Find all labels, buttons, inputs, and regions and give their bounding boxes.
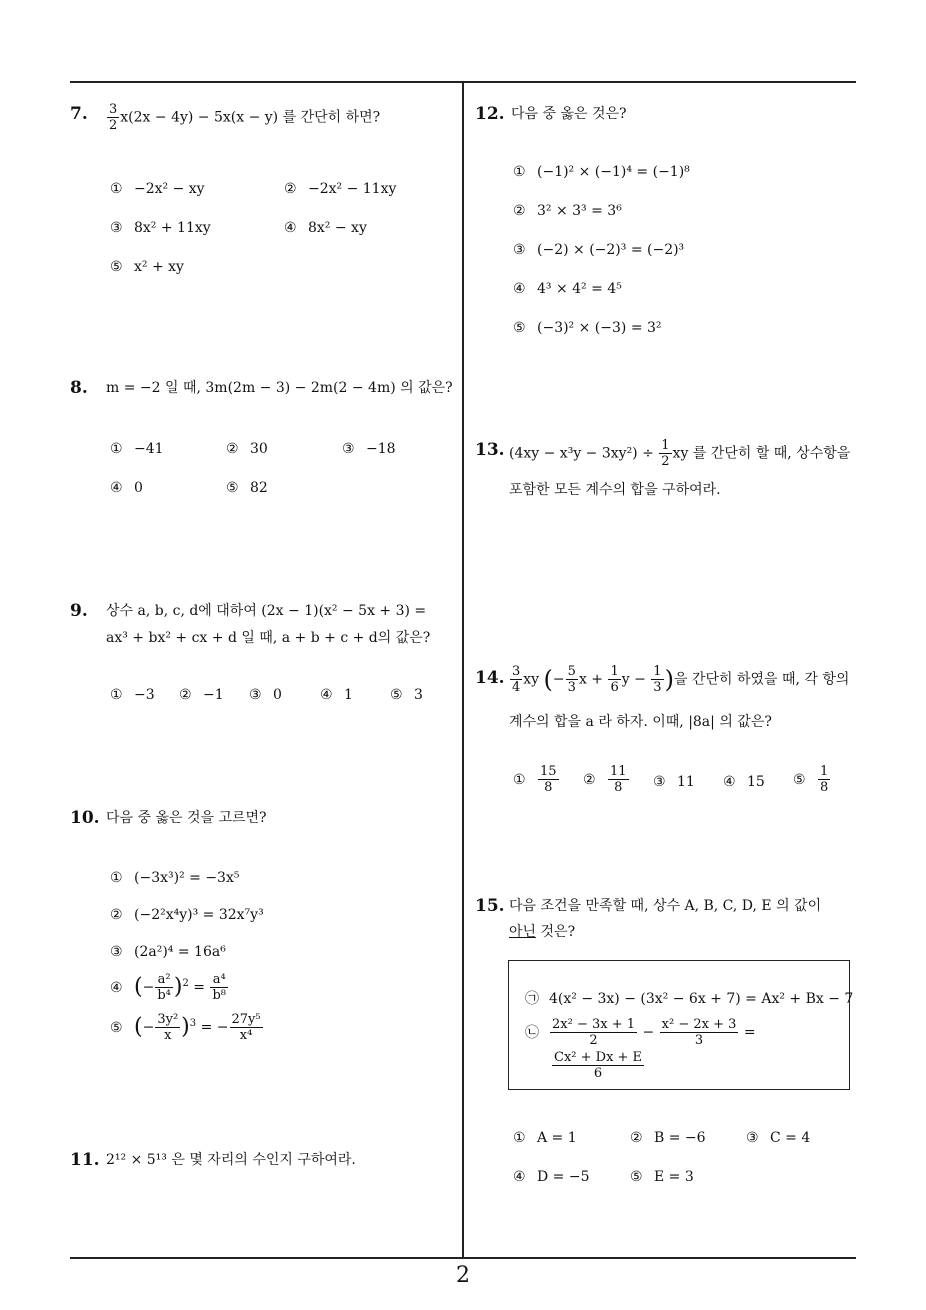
choice-3[interactable]: ③ (−2) × (−2)³ = (−2)³ <box>513 242 685 258</box>
condition-box <box>508 960 854 1090</box>
emphasis-underlined: 아닌 <box>509 924 537 940</box>
fraction: $\frac{\text{a⁴}}{\text{b⁸}}$ <box>212 972 227 1003</box>
question-stem: 2¹² × 5¹³ 은 몇 자리의 수인지 구하여라. <box>106 1152 356 1168</box>
bottom-rule <box>70 1257 856 1259</box>
choice-5[interactable]: ⑤ $\frac{1}{8}$ <box>793 764 829 795</box>
question-10 <box>70 808 455 1058</box>
q15-choice-2[interactable]: ② B = −6 <box>630 1130 706 1146</box>
choice-1[interactable]: ① −41 <box>110 441 164 457</box>
question-11 <box>70 1150 455 1180</box>
choice-2[interactable]: ② −2x² − 11xy <box>284 181 397 197</box>
question-number: 7. <box>70 104 88 124</box>
question-number: 14. <box>475 668 505 688</box>
fraction: $\frac{1}{8}$ <box>820 764 829 795</box>
fraction: $\frac{3}{4}$ <box>512 664 521 695</box>
choice-4[interactable]: ④ 0 <box>110 480 143 496</box>
q15-choice-5[interactable]: ⑤ E = 3 <box>630 1169 694 1185</box>
choice-5[interactable]: ⑤ 82 <box>226 480 268 496</box>
choice-2[interactable]: ② $\frac{11}{8}$ <box>583 764 627 795</box>
fraction: $\frac{\text{x² − 2x + 3}}{3}$ <box>661 1017 737 1048</box>
choice-1[interactable]: ① (−3x³)² = −3x⁵ <box>110 870 240 886</box>
fraction: $\frac{3}{2}$ <box>109 102 118 133</box>
question-stem-line-1: 상수 a, b, c, d에 대하여 (2x − 1)(x² − 5x + 3) = <box>106 603 427 619</box>
question-9 <box>70 601 455 711</box>
choice-1[interactable]: ① $\frac{15}{8}$ <box>513 764 557 795</box>
choice-3[interactable]: ③ 0 <box>249 687 282 703</box>
choice-4[interactable]: ④ 4³ × 4² = 4⁵ <box>513 281 622 297</box>
column-divider <box>462 82 464 1259</box>
condition-1: ㉠ 4(x² − 3x) − (3x² − 6x + 7) = Ax² + Bx − 7 <box>525 991 854 1007</box>
question-stem: 다음 중 옳은 것은? <box>511 106 627 122</box>
fraction: $\frac{\text{a²}}{\text{b⁴}}$ <box>157 972 171 1003</box>
question-stem-line-1: (4xy − x³y − 3xy²) ÷ $\frac{1}{2}$ xy 를 간단히 할 때, 상수항을 <box>509 438 851 469</box>
question-number: 8. <box>70 378 88 398</box>
question-14 <box>475 664 860 808</box>
fraction: $\frac{1}{6}$ <box>610 664 619 695</box>
choice-5[interactable]: ⑤ x² + xy <box>110 259 184 275</box>
fraction: $\frac{1}{3}$ <box>653 664 662 695</box>
question-number: 10. <box>70 808 100 828</box>
question-stem: $\frac{3}{2}$ x(2x − 4y) − 5x(x − y) 를 간단히 하면? <box>109 102 381 133</box>
choice-4[interactable]: ④ 1 <box>320 687 353 703</box>
fraction: $\frac{11}{8}$ <box>610 764 627 795</box>
q15-choice-3[interactable]: ③ C = 4 <box>746 1130 811 1146</box>
condition-2-continued <box>551 1050 645 1081</box>
question-stem-line-2: ax³ + bx² + cx + d 일 때, a + b + c + d의 값은? <box>106 630 431 646</box>
question-7 <box>70 104 450 294</box>
question-8 <box>70 378 453 508</box>
choice-4[interactable]: ④ 8x² − xy <box>284 220 367 236</box>
question-number: 11. <box>70 1150 100 1170</box>
question-stem-line-2: 아닌 것은? <box>509 924 576 940</box>
choice-2[interactable]: ② 3² × 3³ = 3⁶ <box>513 203 622 219</box>
fraction: $\frac{\text{27y⁵}}{\text{x⁴}}$ <box>231 1012 261 1043</box>
choice-1[interactable]: ① (−1)² × (−1)⁴ = (−1)⁸ <box>513 164 690 180</box>
question-stem-line-2: 포함한 모든 계수의 합을 구하여라. <box>509 482 721 498</box>
choice-5[interactable]: ⑤ (−3)² × (−3) = 3² <box>513 320 662 336</box>
choice-4[interactable]: ④ (− $\frac{\text{a²}}{\text{b⁴}}$ )$^2$ = $\frac{\text{a⁴}}{\text{b⁸}}$ <box>110 972 227 1003</box>
page-number: 2 <box>456 1263 470 1288</box>
fraction: $\frac{\text{2x² − 3x + 1}}{2}$ <box>552 1017 636 1048</box>
choice-2[interactable]: ② 30 <box>226 441 268 457</box>
choice-3[interactable]: ③ 8x² + 11xy <box>110 220 211 236</box>
choice-3[interactable]: ③ 11 <box>653 774 695 790</box>
q15-choice-1[interactable]: ① A = 1 <box>513 1130 577 1146</box>
question-stem-line-1: $\frac{3}{4}$ xy (− $\frac{5}{3}$ x + $\frac{1}{6}$ y − $\frac{1}{3}$ )을 간단히 하였을 때, 각 항의 <box>512 664 850 695</box>
fraction: $\frac{1}{2}$ <box>661 438 670 469</box>
choice-5[interactable]: ⑤ (− $\frac{\text{3y²}}{x}$ )$^3$ = − $\frac{\text{27y⁵}}{\text{x⁴}}$ <box>110 1012 261 1043</box>
choice-1[interactable]: ① −2x² − xy <box>110 181 205 197</box>
question-13 <box>475 440 860 510</box>
q15-choice-4[interactable]: ④ D = −5 <box>513 1169 590 1185</box>
question-number: 13. <box>475 440 505 460</box>
question-number: 15. <box>475 896 505 916</box>
question-stem-line-2: 계수의 합을 a 라 하자. 이때, |8a| 의 값은? <box>509 714 772 730</box>
choice-3[interactable]: ③ −18 <box>342 441 396 457</box>
fraction: $\frac{15}{8}$ <box>540 764 557 795</box>
fraction: $\frac{\text{3y²}}{x}$ <box>157 1012 179 1043</box>
question-number: 12. <box>475 104 505 124</box>
choice-3[interactable]: ③ (2a²)⁴ = 16a⁶ <box>110 944 226 960</box>
condition-2: ㉡ $\frac{\text{2x² − 3x + 1}}{2}$ − $\frac{\text{x² − 2x + 3}}{3}$ = <box>525 1017 756 1048</box>
question-stem: m = −2 일 때, 3m(2m − 3) − 2m(2 − 4m) 의 값은? <box>106 380 453 396</box>
choice-2[interactable]: ② (−2²x⁴y)³ = 32x⁷y³ <box>110 907 264 923</box>
fraction: $\frac{5}{3}$ <box>567 664 576 695</box>
fraction: $\frac{\text{Cx² + Dx + E}}{6}$ <box>554 1050 643 1081</box>
question-stem: 다음 중 옳은 것을 고르면? <box>106 810 267 826</box>
choice-4[interactable]: ④ 15 <box>723 774 765 790</box>
choice-1[interactable]: ① −3 <box>110 687 155 703</box>
question-number: 9. <box>70 601 88 621</box>
choice-2[interactable]: ② −1 <box>179 687 224 703</box>
choice-5[interactable]: ⑤ 3 <box>390 687 423 703</box>
question-12 <box>475 104 860 344</box>
question-stem-line-1: 다음 조건을 만족할 때, 상수 A, B, C, D, E 의 값이 <box>509 898 822 914</box>
